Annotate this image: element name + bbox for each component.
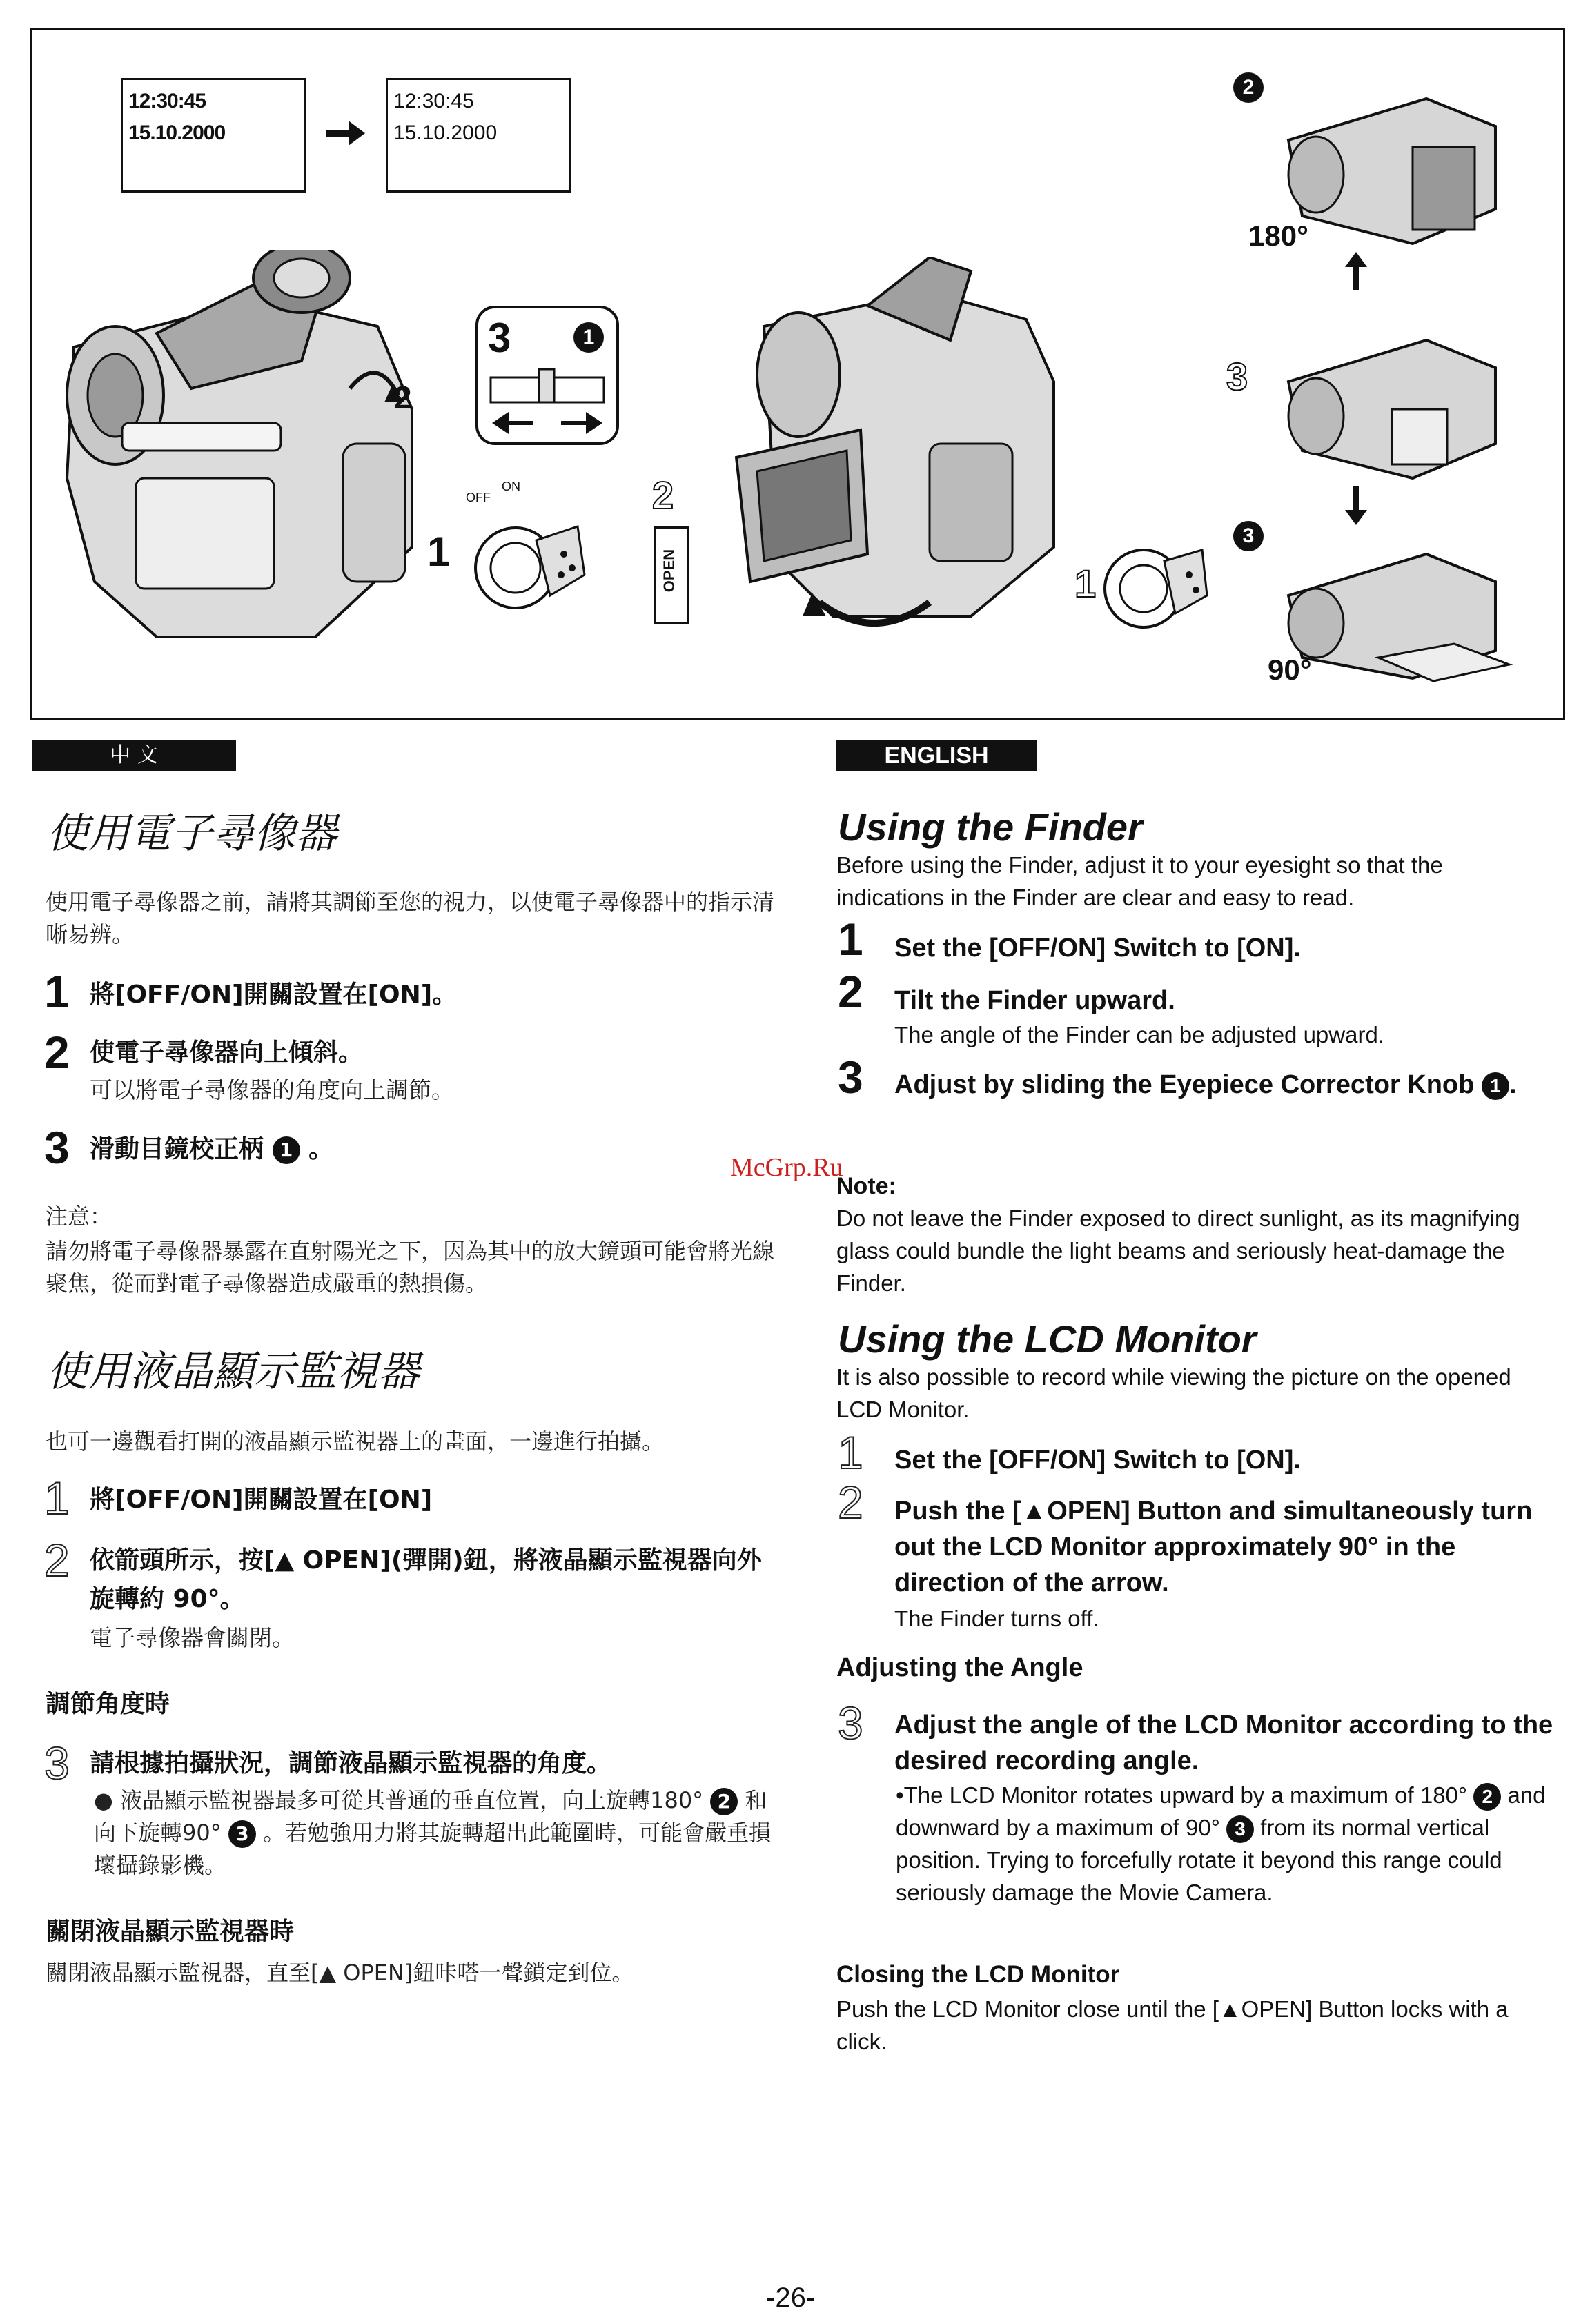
zh-step-2-sub: 可以將電子尋像器的角度向上調節。 xyxy=(90,1076,454,1103)
zh-finder-title: 使用電子尋像器 xyxy=(47,809,337,858)
zh-note-label: 注意： xyxy=(46,1203,112,1230)
en-step-2-text: Tilt the Finder upward. xyxy=(894,986,1175,1015)
en-note-text: Do not leave the Finder exposed to direct sunlight, as its magnifying glass could bundle the light beams and seriously heat-damage the Finder. xyxy=(836,1205,1520,1296)
finder-screen-clear: 12:30:45 15.10.2000 xyxy=(386,78,571,193)
en-step-3-number: 3 xyxy=(838,1052,863,1103)
en-step-1-text: Set the [OFF/ON] Switch to [ON]. xyxy=(894,934,1301,963)
marker-2-upward: 2 xyxy=(1233,72,1264,103)
eyepiece-knob-inset: 3 1 xyxy=(475,306,619,445)
en-lcd-step-2-number: 2 xyxy=(838,1477,863,1528)
arrow-right-icon xyxy=(325,118,366,148)
zh-lcd-intro: 也可一邊觀看打開的液晶顯示監視器上的畫面，一邊進行拍攝。 xyxy=(46,1428,665,1455)
en-lcd-step-2-sub: The Finder turns off. xyxy=(894,1606,1099,1631)
arrow-down-icon xyxy=(1344,485,1368,526)
en-close-text: Push the LCD Monitor close until the [▲OPEN] Button locks with a click. xyxy=(836,1996,1509,2054)
power-switch-dial-icon xyxy=(460,499,591,623)
en-angle-step-text: Adjust the angle of the LCD Monitor according to the desired recording angle. xyxy=(894,1711,1553,1775)
marker-1-circle: 1 xyxy=(273,1136,300,1164)
zh-note-text: 請勿將電子尋像器暴露在直射陽光之下，因為其中的放大鏡頭可能會將光線聚焦，從而對電子尋像器造成嚴重的熱損傷。 xyxy=(46,1238,775,1297)
marker-1-circle-en: 1 xyxy=(1482,1072,1509,1100)
figure-label-on: ON xyxy=(502,480,520,493)
zh-step-1-text: 將[OFF/ON]開關設置在[ON]。 xyxy=(90,981,458,1009)
figure-step-2-tilt: 2 xyxy=(394,380,412,415)
zh-step-2-text: 使電子尋像器向上傾斜。 xyxy=(90,1038,364,1067)
illustration-panel xyxy=(30,28,1565,720)
figure-step-1-switch: 1 xyxy=(427,529,451,575)
marker-3-downward: 3 xyxy=(1233,521,1264,551)
page-number: -26- xyxy=(766,2283,816,2313)
en-lcd-step-1-number: 1 xyxy=(838,1427,863,1478)
camera-lcd-180-illustration xyxy=(1275,57,1523,250)
en-finder-title: Using the Finder xyxy=(838,805,1143,849)
en-angle-step-number: 3 xyxy=(838,1697,863,1749)
en-lcd-intro: It is also possible to record while viewing the picture on the opened LCD Monitor. xyxy=(836,1364,1511,1422)
en-step-2-sub: The angle of the Finder can be adjusted upward. xyxy=(894,1022,1384,1047)
en-angle-bullet: •The LCD Monitor rotates upward by a maximum of 180° 2 and downward by a maximum of 90° 3 from its normal vertical position. Trying to forcefully rotate it beyond this range could seriously damage the Movie Camera. xyxy=(896,1782,1546,1905)
en-note-label: Note: xyxy=(836,1173,896,1199)
figure-label-off: OFF xyxy=(466,491,491,504)
en-lcd-step-1-text: Set the [OFF/ON] Switch to [ON]. xyxy=(894,1446,1301,1475)
watermark: McGrp.Ru xyxy=(730,1153,843,1182)
camera-lcd-normal-illustration xyxy=(1275,306,1523,485)
zh-angle-step-number: 3 xyxy=(44,1737,70,1789)
en-step-2-number: 2 xyxy=(838,966,863,1017)
english-section-label: ENGLISH xyxy=(836,740,1037,771)
zh-step-1-number: 1 xyxy=(44,966,70,1017)
figure-step-2-open: 2 xyxy=(652,473,674,517)
zh-lcd-step-2-number: 2 xyxy=(44,1535,70,1586)
en-close-heading: Closing the LCD Monitor xyxy=(836,1961,1120,1988)
en-lcd-step-2-text: Push the [▲OPEN] Button and simultaneously turn out the LCD Monitor approximately 90° in the direction of the arrow. xyxy=(894,1497,1533,1597)
zh-lcd-step-2-sub: 電子尋像器會關閉。 xyxy=(90,1624,295,1651)
zh-close-heading: 關閉液晶顯示監視器時 xyxy=(46,1918,295,1946)
angle-180: 180° xyxy=(1248,219,1308,252)
zh-step-3-text: 滑動目鏡校正柄 1 。 xyxy=(90,1135,334,1163)
camera-lcd-open-illustration xyxy=(723,257,1109,644)
en-lcd-title: Using the LCD Monitor xyxy=(838,1317,1257,1361)
angle-90: 90° xyxy=(1268,653,1312,686)
arrow-up-icon xyxy=(1344,250,1368,292)
en-step-3-text: Adjust by sliding the Eyepiece Corrector Knob 1 . xyxy=(894,1070,1517,1099)
zh-lcd-step-1-text: 將[OFF/ON]開關設置在[ON] xyxy=(90,1486,433,1514)
figure-step-1-switch-b: 1 xyxy=(1074,562,1097,605)
open-button-illustration[interactable]: OPEN xyxy=(654,526,689,624)
finder-screen-blurred: 12:30:45 15.10.2000 xyxy=(121,78,306,193)
chinese-section-label: 中 文 xyxy=(32,740,236,771)
zh-angle-bullet: ● 液晶顯示監視器最多可從其普通的垂直位置，向上旋轉180° 2 和向下旋轉90° 3 。若勉強用力將其旋轉超出此範圍時，可能會嚴重損壞攝錄影機。 xyxy=(94,1787,772,1878)
zh-close-text: 關閉液晶顯示監視器，直至[▲ OPEN]鈕咔嗒一聲鎖定到位。 xyxy=(46,1960,634,1986)
zh-step-2-number: 2 xyxy=(44,1027,70,1078)
zh-step-3-number: 3 xyxy=(44,1122,70,1173)
power-switch-dial-icon-b xyxy=(1088,526,1213,644)
en-finder-intro: Before using the Finder, adjust it to your eyesight so that the indications in the Finder are clear and easy to read. xyxy=(836,852,1443,910)
zh-lcd-title: 使用液晶顯示監視器 xyxy=(47,1348,420,1396)
zh-angle-heading: 調節角度時 xyxy=(46,1690,170,1718)
zh-lcd-step-2-text: 依箭頭所示，按[▲ OPEN](彈開)鈕，將液晶顯示監視器向外旋轉約 90°。 xyxy=(90,1546,762,1613)
camera-lcd-90-illustration xyxy=(1275,526,1523,692)
zh-finder-intro: 使用電子尋像器之前，請將其調節至您的視力，以使電子尋像器中的指示清晰易辨。 xyxy=(46,889,775,947)
zh-lcd-step-1-number: 1 xyxy=(44,1473,70,1524)
en-step-1-number: 1 xyxy=(838,914,863,965)
zh-angle-step-text: 請根據拍攝狀況，調節液晶顯示監視器的角度。 xyxy=(90,1749,612,1778)
marker-3-normal: 3 xyxy=(1226,355,1248,398)
en-angle-heading: Adjusting the Angle xyxy=(836,1653,1083,1682)
